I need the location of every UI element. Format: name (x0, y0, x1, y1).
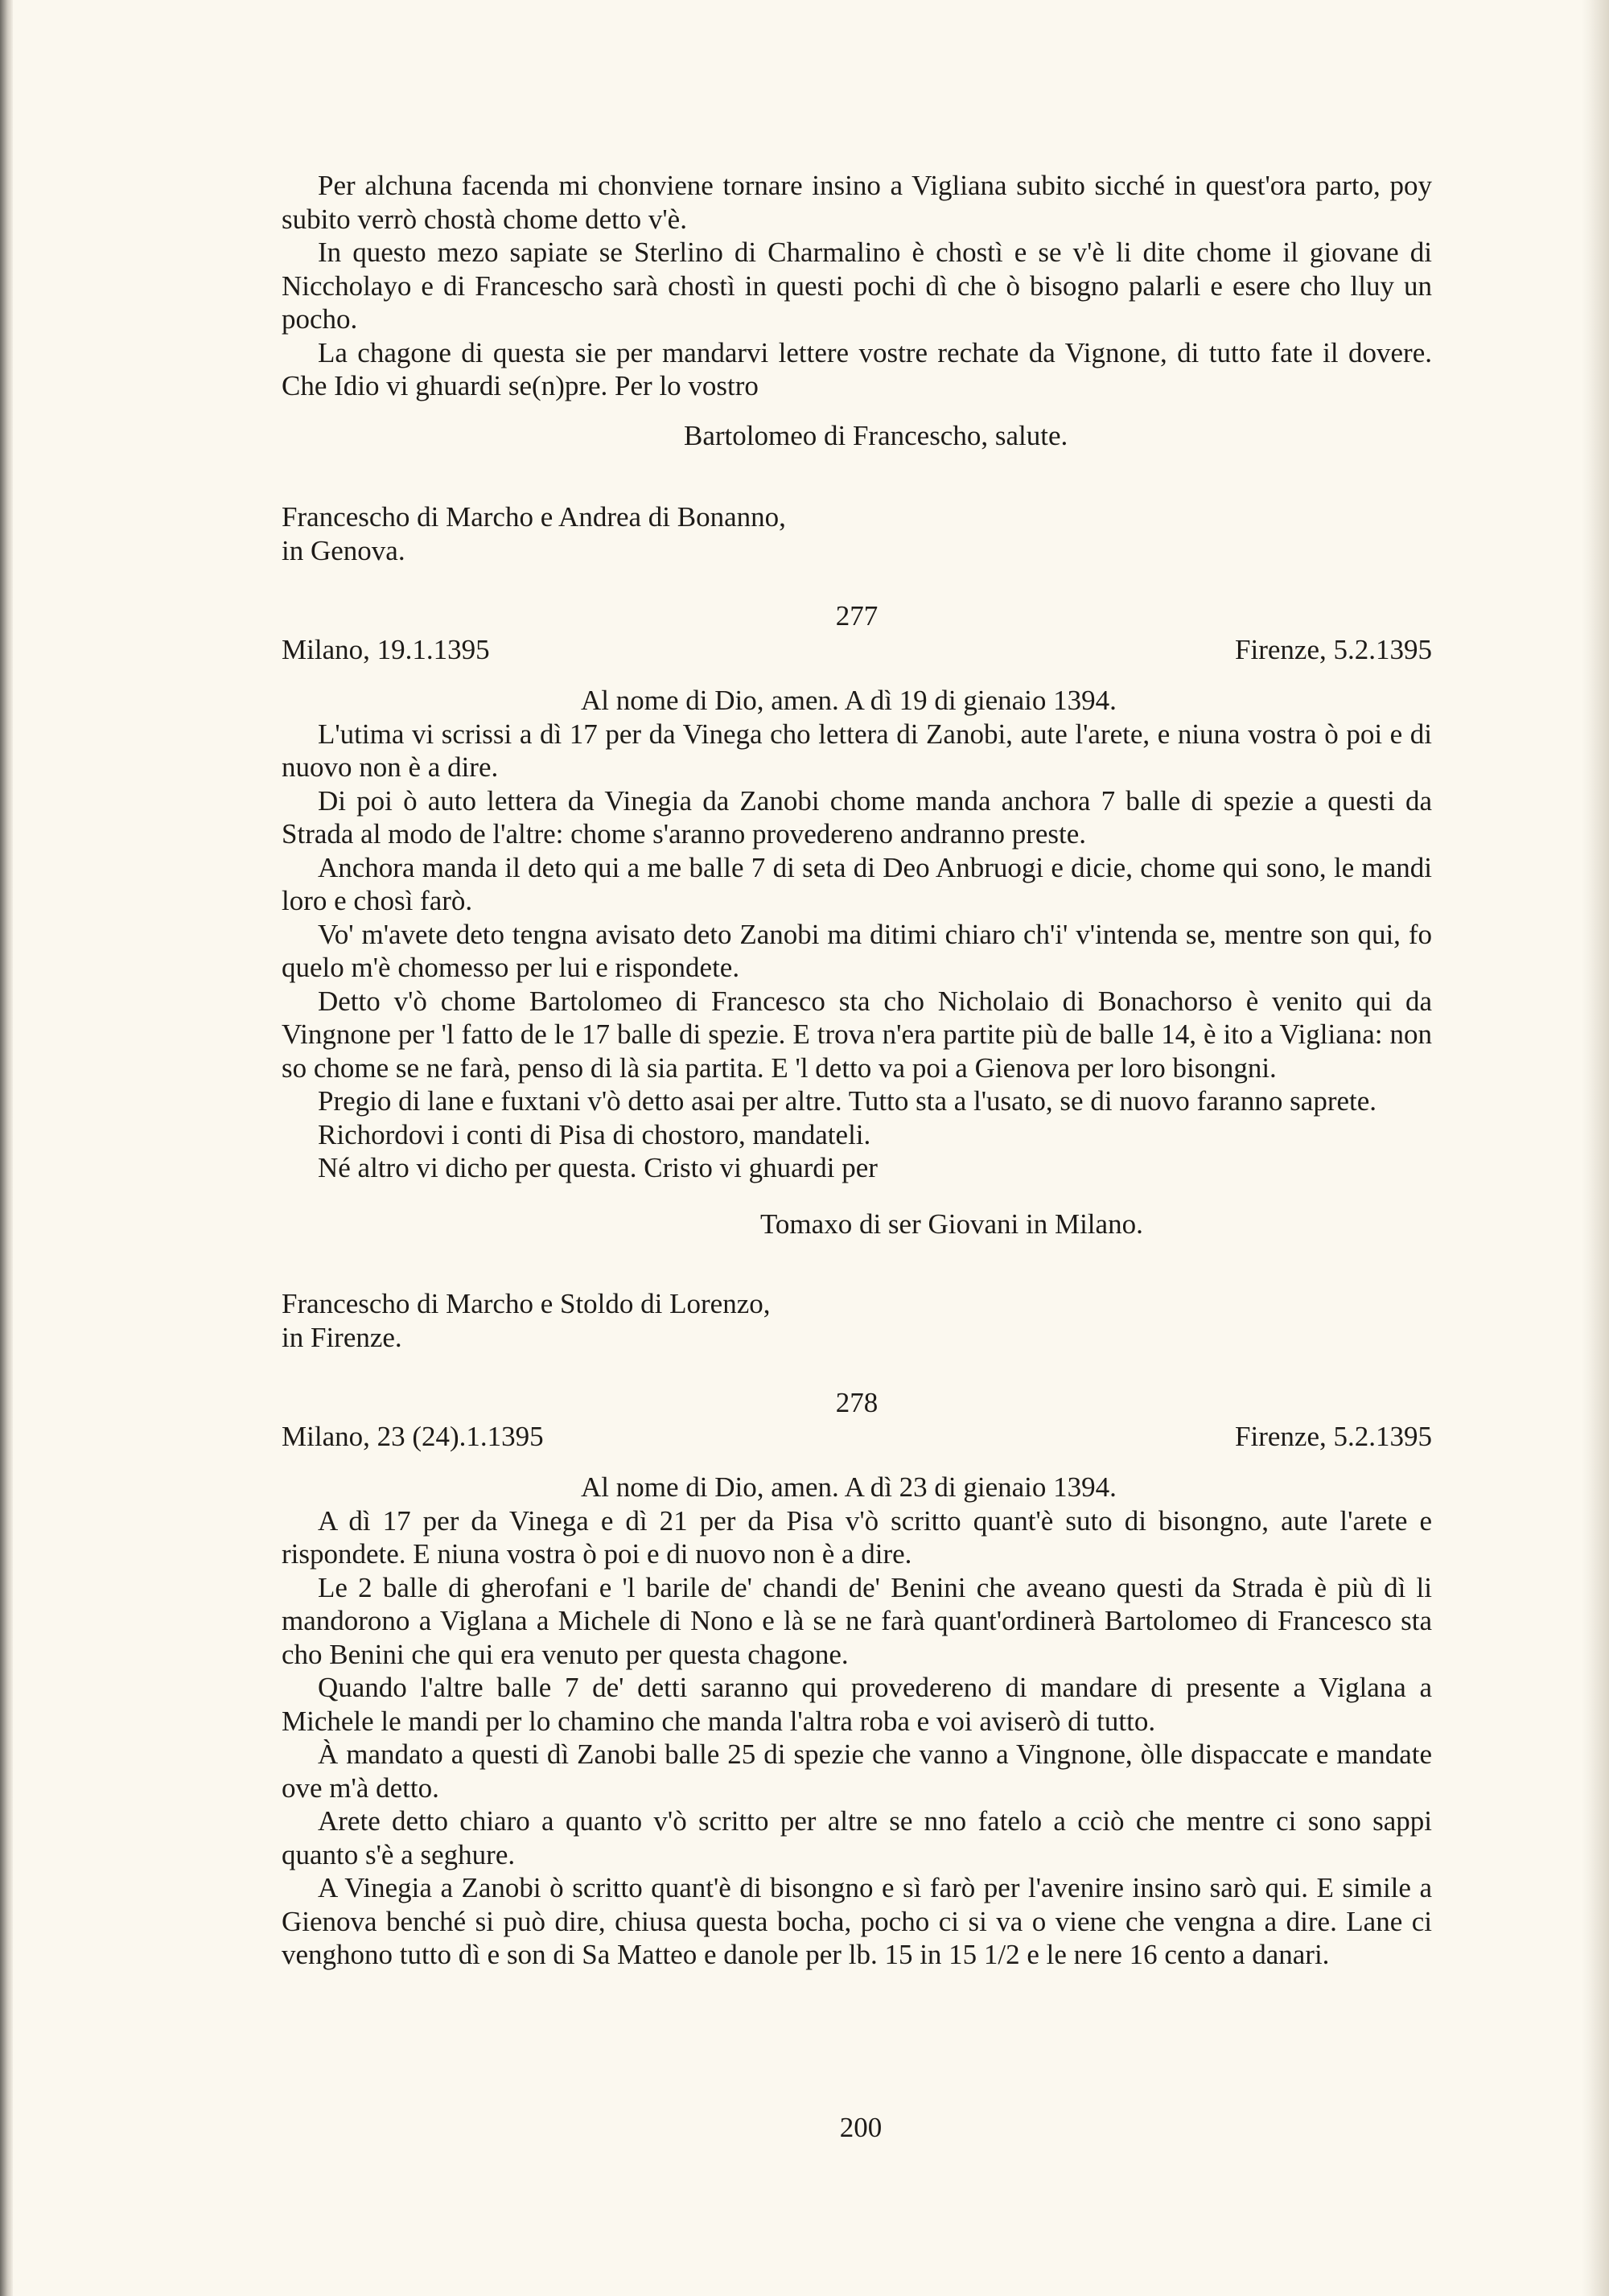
letter-number: 278 (835, 1387, 879, 1418)
paragraph: Arete detto chiaro a quanto v'ò scritto per altre se nno fatelo a cciò che mentre ci sono sappi quanto s'è a seghure. (282, 1805, 1432, 1870)
paragraph: A Vinegia a Zanobi ò scritto quant'è di bisongno e sì farò per l'avenire insino sarò qui. E simile a Gienova benché si può dire, chiusa questa bocha, pocho ci si va o viene che vengna a dire. Lane ci venghono tutto dì e son di Sa Matteo e danole per lb. 15 in 15 1/2 e le nere 16 cento a danari. (282, 1872, 1432, 1970)
address-line: Francescho di Marcho e Andrea di Bonanno, (282, 501, 786, 533)
paragraph: Di poi ò auto lettera da Vinegia da Zanobi chome manda anchora 7 balle di spezie a questi da Strada al modo de l'altre: chome s'aranno provedereno andranno preste. (282, 784, 1432, 850)
paragraph: À mandato a questi dì Zanobi balle 25 di spezie che vanno a Vingnone, òlle dispaccate e mandate ove m'à detto. (282, 1738, 1432, 1804)
paragraph: Le 2 balle di gherofani e 'l barile de' chandi de' Benini che aveano questi da Strada è più dì li mandorono a Viglana a Michele di Nono e là se ne farà quant'ordinerà Bartolomeo di Francesco sta cho Benini che qui era venuto per questa chagone. (282, 1571, 1432, 1670)
invocation: Al nome di Dio, amen. A dì 23 di gienaio 1394. (581, 1471, 1117, 1503)
paragraph: In questo mezo sapiate se Sterlino di Charmalino è chostì e se v'è li dite chome il giovane di Niccholayo e di Francescho sarà chostì in questi pochi dì che ò bisogno palarli e esere cho lluy un pocho. (282, 237, 1432, 335)
arrival-date: Firenze, 5.2.1395 (1235, 633, 1432, 665)
book-gutter-shadow (0, 0, 13, 2296)
arrival-date: Firenze, 5.2.1395 (1235, 1420, 1432, 1452)
paragraph: A dì 17 per da Vinega e dì 21 per da Pisa v'ò scritto quant'è suto di bisongno, aute l'arete e rispondete. E niuna vostra ò poi e di nuovo non è a dire. (282, 1504, 1432, 1570)
page-edge (1582, 0, 1609, 2296)
paragraph: La chagone di questa sie per mandarvi lettere vostre rechate da Vignone, di tutto fate il dovere. Che Idio vi ghuardi se(n)pre. Per lo vostro (282, 336, 1432, 401)
address-line: Francescho di Marcho e Stoldo di Lorenzo, (282, 1288, 771, 1319)
paragraph: Quando l'altre balle 7 de' detti saranno qui provedereno di mandare di presente a Viglana a Michele le mandi per lo chamino che manda l'altra roba e voi aviserò di tutto. (282, 1672, 1432, 1737)
address-line: in Firenze. (282, 1321, 402, 1353)
dateline (282, 633, 1432, 667)
page-number: 200 (839, 2112, 883, 2143)
paragraph: Pregio di lane e fuxtani v'ò detto asai per altre. Tutto sta a l'usato, se di nuovo faranno saprete. (318, 1085, 1377, 1117)
letter-276-continuation (282, 169, 1432, 567)
letter-number: 277 (835, 600, 879, 632)
letter-277 (282, 599, 1432, 1354)
paragraph: Detto v'ò chome Bartolomeo di Francesco sta cho Nicholaio di Bonachorso è venito qui da Vingnone per 'l fatto de le 17 balle di spezie. E trova n'era partite più de balle 14, è ito a Vigliana: non so chome se ne farà, penso di là sia partita. E 'l detto va poi a Gienova per loro bisongni. (282, 985, 1432, 1084)
origin-date: Milano, 19.1.1395 (282, 633, 490, 665)
invocation: Al nome di Dio, amen. A dì 19 di gienaio 1394. (581, 685, 1117, 716)
address-line: in Genova. (282, 534, 405, 566)
page-body (282, 169, 1432, 1972)
paragraph: Richordovi i conti di Pisa di chostoro, mandateli. (318, 1118, 871, 1150)
letter-278 (282, 1386, 1432, 1972)
signature: Tomaxo di ser Giovani in Milano. (760, 1208, 1143, 1240)
paragraph: Vo' m'avete deto tengna avisato deto Zanobi ma ditimi chiaro ch'i' v'intenda se, mentre son qui, fo quelo m'è chomesso per lui e rispondete. (282, 918, 1432, 983)
paragraph: Né altro vi dicho per questa. Cristo vi ghuardi per (318, 1152, 878, 1183)
paragraph: L'utima vi scrissi a dì 17 per da Vinega cho lettera di Zanobi, aute l'arete, e niuna vostra ò poi e di nuovo non è a dire. (282, 718, 1432, 783)
signature: Bartolomeo di Francescho, salute. (684, 419, 1068, 451)
dateline (282, 1420, 1432, 1454)
paragraph: Per alchuna facenda mi chonviene tornare insino a Vigliana subito sicché in quest'ora parto, poy subito verrò chostà chome detto v'è. (282, 170, 1432, 235)
origin-date: Milano, 23 (24).1.1395 (282, 1420, 544, 1452)
paragraph: Anchora manda il deto qui a me balle 7 di seta di Deo Anbruogi e dicie, chome qui sono, le mandi loro e chosì farò. (282, 851, 1432, 916)
